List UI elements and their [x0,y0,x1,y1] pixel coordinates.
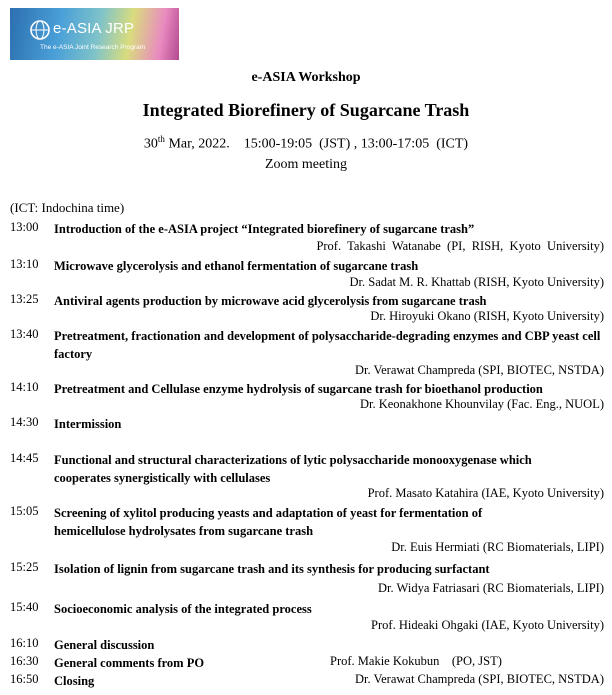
timezone-note: (ICT: Indochina time) [10,200,125,215]
item-title: Pretreatment, fractionation and development of polysaccharide-degrading enzymes and CBP yeast cell factory [54,329,601,361]
date-line [0,134,612,153]
item-time: 15:25 [10,560,39,574]
item-speaker: Dr. Hiroyuki Okano (RISH, Kyoto University) [370,309,604,323]
item-speaker: Prof. Masato Katahira (IAE, Kyoto University) [367,486,604,500]
item-speaker: Dr. Euis Hermiati (RC Biomaterials, LIPI) [391,540,604,554]
item-speaker: Dr. Keonakhone Khounvilay (Fac. Eng., NUOL) [359,397,604,411]
item-speaker: Prof. Takashi Watanabe (PI, RISH, Kyoto University) [316,239,604,253]
item-time: 16:50 [10,672,39,686]
item-title: General comments from PO [54,656,205,670]
item-title: Microwave glycerolysis and ethanol fermentation of sugarcane trash [54,259,419,273]
workshop-label: e-ASIA Workshop [251,70,361,85]
item-title: Socioeconomic analysis of the integrated process [54,602,312,616]
item-speaker: Dr. Verawat Champreda (SPI, BIOTEC, NSTDA) [354,363,604,377]
item-title: Intermission [54,417,122,431]
date-rest: Mar, 2022. 15:00-19:05 (JST) , 13:00-17:05 (ICT) [164,136,469,152]
item-time: 16:30 [10,654,39,668]
date-suffix: th [157,134,165,144]
item-time: 16:10 [10,636,39,650]
item-title: General discussion [54,638,155,652]
logo-name: e-ASIA JRP [53,20,135,37]
item-time: 13:40 [10,327,39,341]
item-time: 15:05 [10,504,39,518]
item-speaker: Prof. Makie Kokubun (PO, JST) [330,654,502,668]
item-speaker: Prof. Hideaki Ohgaki (IAE, Kyoto University) [371,618,604,632]
item-title: Isolation of lignin from sugarcane trash and its synthesis for producing surfactant [54,562,490,576]
item-title: Closing [54,674,95,688]
page-title: Integrated Biorefinery of Sugarcane Trash [142,100,470,120]
item-speaker: Dr. Widya Fatriasari (RC Biomaterials, LIPI) [378,581,604,595]
logo-subtitle: The e-ASIA Joint Research Program [40,44,146,51]
item-speaker: Dr. Verawat Champreda (SPI, BIOTEC, NSTDA) [354,672,604,686]
item-title: Pretreatment and Cellulase enzyme hydrolysis of sugarcane trash for bioethanol production [54,382,543,396]
item-title: Introduction of the e-ASIA project “Integrated biorefinery of sugarcane trash” [54,222,475,236]
item-time: 13:00 [10,220,39,234]
venue: Zoom meeting [264,157,348,172]
item-title: Antiviral agents production by microwave acid glycerolysis from sugarcane trash [54,294,487,308]
item-time: 14:10 [10,380,39,394]
date-day: 30 [143,136,158,152]
item-time: 14:30 [10,415,39,429]
e-asia-logo [10,8,179,60]
item-time: 13:25 [10,292,39,306]
item-speaker: Dr. Sadat M. R. Khattab (RISH, Kyoto University) [349,275,604,289]
item-time: 13:10 [10,257,39,271]
item-time: 15:40 [10,600,39,614]
item-title: Functional and structural characterizations of lytic polysaccharide monooxygenase which cooperates synergistically with cellulases [54,453,532,485]
item-time: 14:45 [10,451,39,465]
item-title: Screening of xylitol producing yeasts and adaptation of yeast for fermentation of hemicellulose hydrolysates from sugarcane trash [54,506,483,538]
